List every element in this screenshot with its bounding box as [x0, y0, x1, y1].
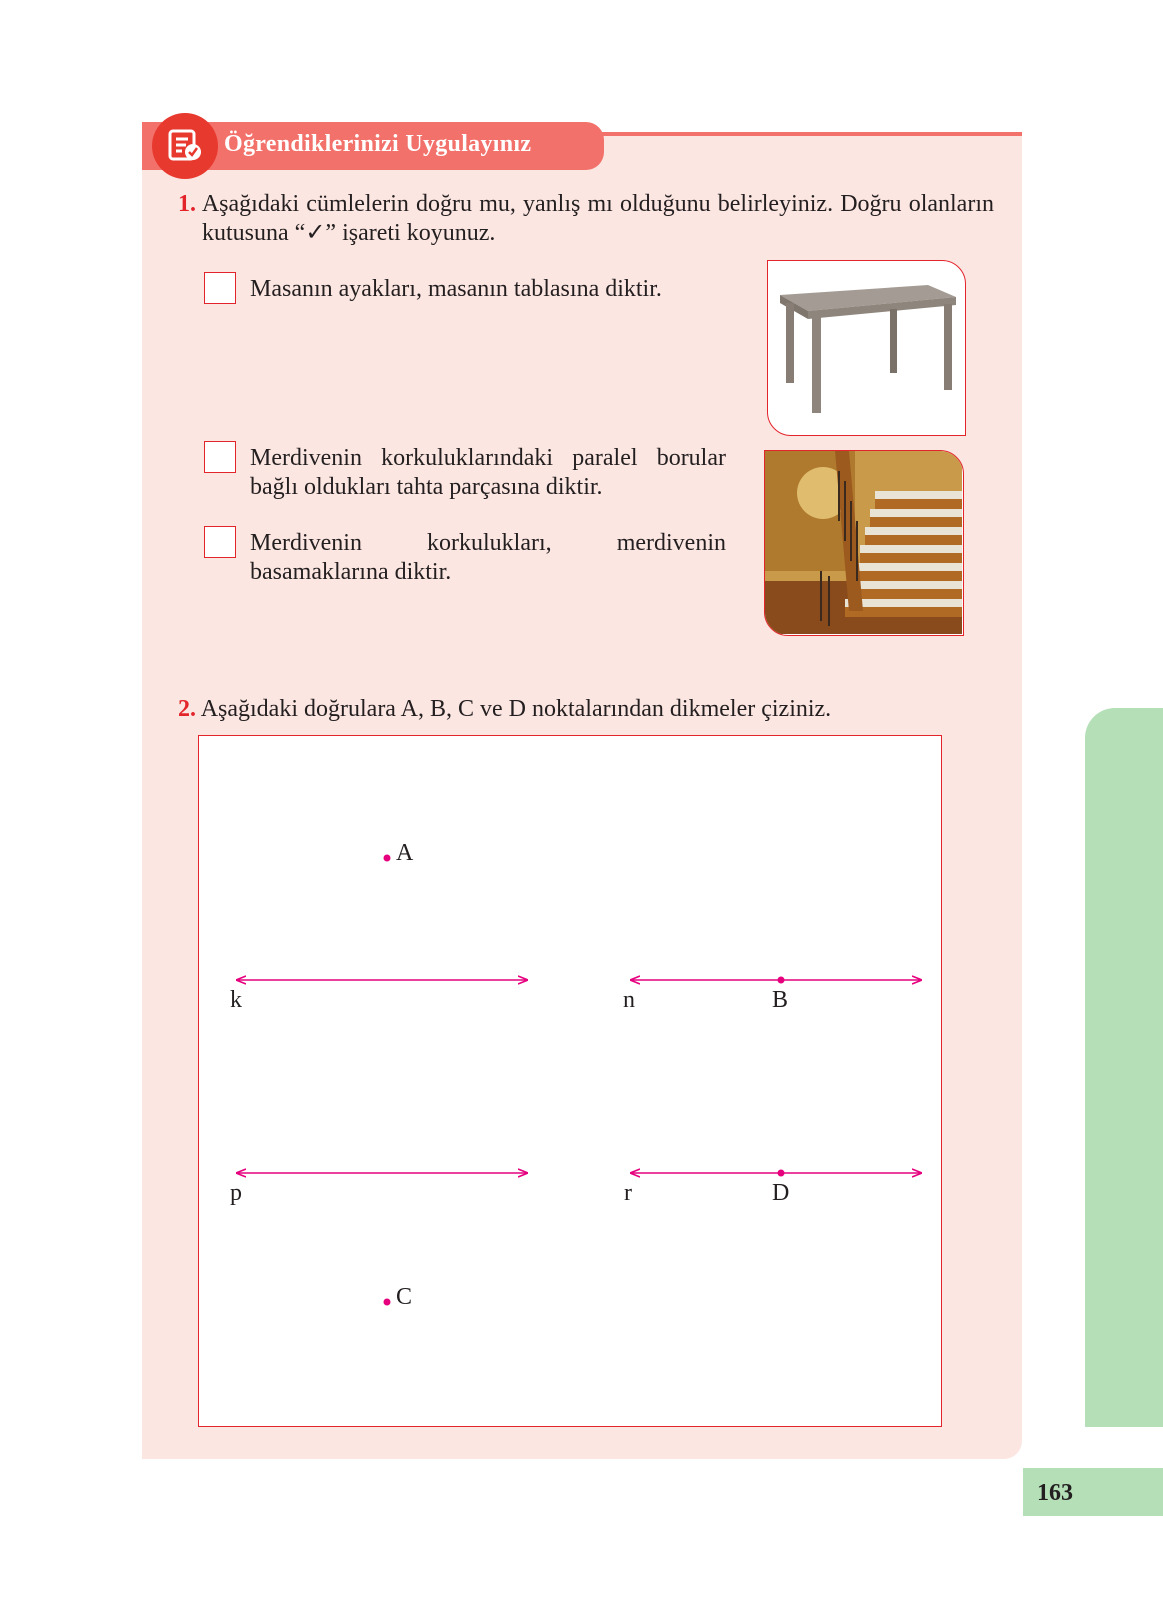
header-rule — [590, 132, 1022, 136]
statement-1: Masanın ayakları, masanın tablasına diktir. — [250, 276, 662, 302]
question-number: 2. — [178, 696, 196, 722]
question-text: Aşağıdaki doğrulara A, B, C ve D noktalarından dikmeler çiziniz. — [200, 696, 832, 722]
section-title: Öğrendiklerinizi Uygulayınız — [224, 131, 532, 157]
statement-2: Merdivenin korkuluklarındaki paralel borular bağlı oldukları tahta parçasına diktir. — [250, 445, 726, 500]
point-d-dot — [778, 1170, 785, 1177]
line-label-n: n — [623, 987, 635, 1013]
point-a-dot — [384, 855, 391, 862]
page-number: 163 — [1037, 1480, 1073, 1506]
drawing-area[interactable] — [198, 735, 942, 1427]
line-label-p: p — [230, 1180, 242, 1206]
checklist-icon — [152, 113, 218, 179]
point-label-d: D — [772, 1180, 790, 1206]
line-label-k: k — [230, 987, 242, 1013]
answer-checkbox-3[interactable] — [204, 526, 236, 558]
question-1 — [178, 190, 994, 248]
point-label-c: C — [396, 1284, 413, 1310]
staircase-photo — [764, 450, 964, 636]
answer-checkbox-1[interactable] — [204, 272, 236, 304]
table-photo — [767, 260, 966, 436]
point-label-a: A — [396, 840, 414, 866]
point-label-b: B — [772, 987, 789, 1013]
answer-checkbox-2[interactable] — [204, 441, 236, 473]
question-number: 1. — [178, 191, 196, 217]
point-c-dot — [384, 1299, 391, 1306]
line-label-r: r — [624, 1180, 632, 1206]
question-text: Aşağıdaki cümlelerin doğru mu, yanlış mı olduğunu belirleyiniz. Doğru olanların kutusuna “✓” işareti koyunuz. — [201, 191, 994, 246]
statement-3: Merdivenin korkulukları, merdivenin basamaklarına diktir. — [250, 530, 726, 585]
question-2 — [178, 695, 970, 724]
chapter-side-tab — [1085, 708, 1163, 1427]
point-b-dot — [778, 977, 785, 984]
